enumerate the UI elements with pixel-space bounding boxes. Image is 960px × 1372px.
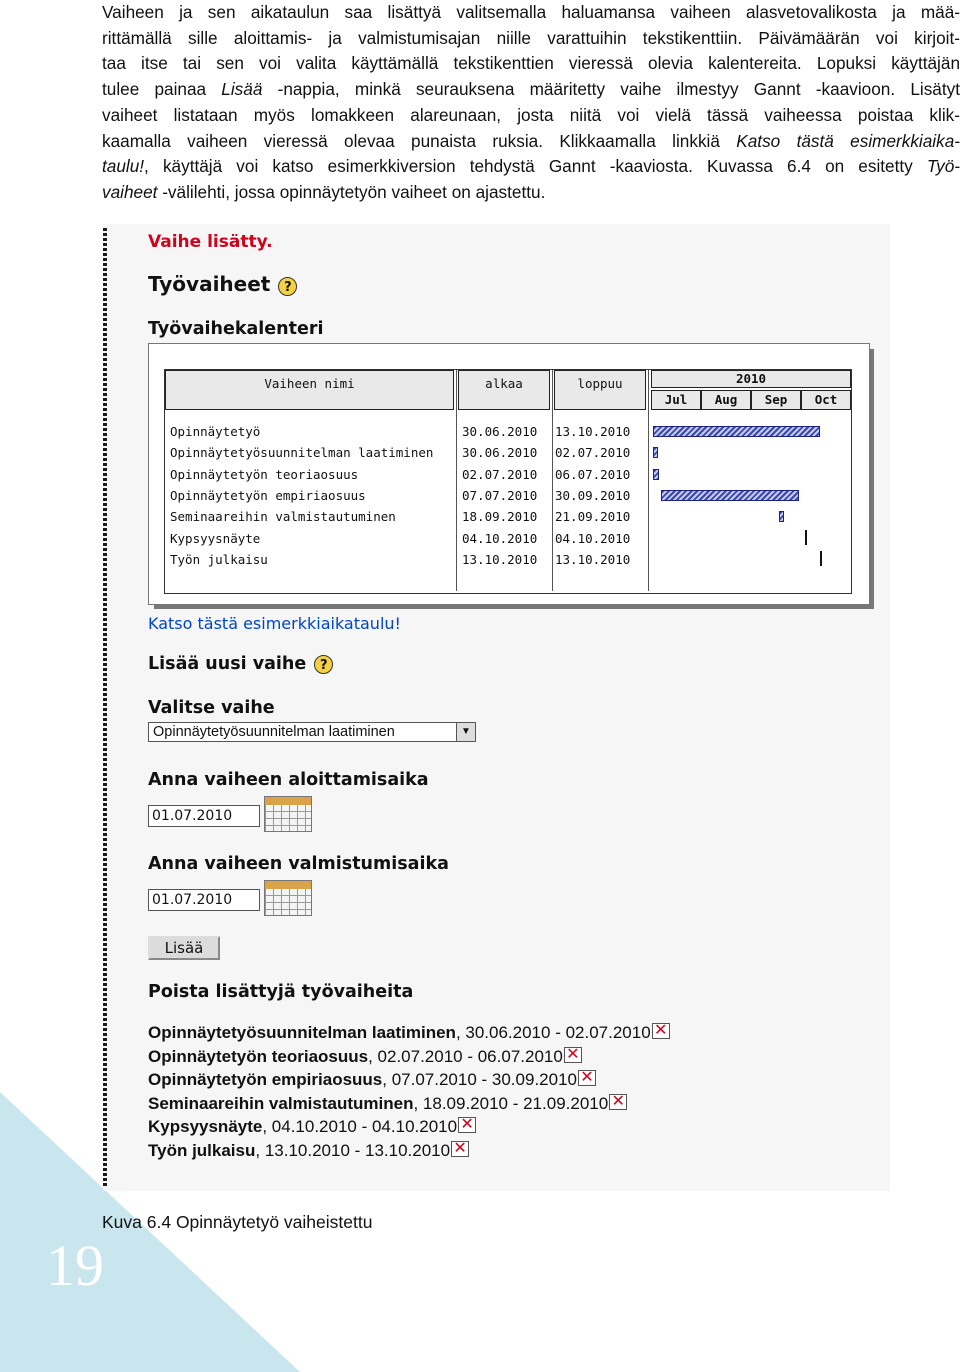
body-text: tulee painaa: [102, 79, 222, 100]
body-text: vaiheet listataan myös lomakkeen alareunaan, josta niitä voi vielä tässä vaiheessa poistaa klik-: [102, 104, 960, 125]
removable-phase-dates: , 30.06.2010 - 02.07.2010: [455, 1023, 651, 1042]
removable-phase-dates: , 02.07.2010 - 06.07.2010: [368, 1046, 563, 1066]
phase-select[interactable]: [148, 722, 476, 742]
app-screenshot: [103, 224, 890, 1191]
remove-phases-heading: Poista lisättyjä työvaiheita: [148, 982, 414, 1002]
emphasis-text: Työ-: [926, 156, 960, 177]
removable-phase-dates: , 13.10.2010 - 13.10.2010: [255, 1140, 451, 1160]
gantt-cell-end: 21.09.2010: [555, 509, 631, 525]
section-heading-add: [148, 654, 333, 674]
gantt-cell-start: 18.09.2010: [462, 509, 538, 525]
month-header: Sep: [751, 390, 801, 410]
gantt-cell-name: Opinnäytetyösuunnitelman laatiminen: [170, 445, 434, 461]
gantt-cell-name: Kypsyysnäyte: [170, 530, 261, 546]
emphasis-text: Katso tästä esimerkkiaika-: [736, 130, 960, 151]
paragraph-line: [102, 103, 960, 129]
gantt-divider: [552, 370, 553, 591]
figure-caption: Kuva 6.4 Opinnäytetyö vaiheistettu: [102, 1212, 373, 1232]
calendar-icon[interactable]: [264, 880, 312, 916]
emphasis-text: vaiheet: [102, 181, 158, 202]
removable-phase-name: Opinnäytetyön empiriaosuus: [148, 1070, 383, 1089]
gantt-cell-name: Opinnäytetyön empiriaosuus: [170, 487, 366, 503]
removable-phase-dates: , 18.09.2010 - 21.09.2010: [413, 1093, 609, 1113]
gantt-cell-start: 04.10.2010: [462, 530, 538, 546]
gantt-cell-start: 07.07.2010: [462, 487, 538, 503]
removable-phase-name: Opinnäytetyön teoriaosuus: [148, 1046, 369, 1066]
gantt-divider: [648, 370, 649, 591]
removable-phase-name: Kypsyysnäyte: [148, 1117, 263, 1136]
month-header: Aug: [701, 390, 751, 410]
emphasis-text: taulu!: [102, 156, 145, 177]
body-paragraph: [102, 0, 960, 206]
gantt-cell-name: Opinnäytetyö: [170, 424, 261, 439]
end-date-label: Anna vaiheen valmistumisaika: [148, 854, 449, 874]
remove-icon[interactable]: ✕: [652, 1023, 670, 1039]
gantt-cell-start: 30.06.2010: [462, 424, 538, 439]
dotted-border: [103, 228, 107, 1188]
gantt-bar: [661, 490, 799, 501]
col-header-name: Vaiheen nimi: [165, 370, 454, 410]
paragraph-line: [102, 129, 960, 155]
remove-icon[interactable]: ✕: [451, 1141, 469, 1157]
paragraph-line: [102, 180, 960, 206]
paragraph-line: [102, 26, 960, 52]
gantt-cell-start: 30.06.2010: [462, 445, 538, 461]
body-text: taa itse tai sen voi valita käyttämällä tekstikenttien vieressä olevia kalentereita. Lopuksi käyttäjän: [102, 53, 960, 74]
example-schedule-link[interactable]: Katso tästä esimerkkiaikataulu!: [148, 614, 401, 633]
gantt-milestone: [805, 530, 807, 545]
status-message: Vaihe lisätty.: [148, 232, 273, 252]
gantt-milestone: [820, 551, 822, 566]
end-date-field[interactable]: 01.07.2010: [148, 889, 260, 911]
start-date-field[interactable]: 01.07.2010: [148, 805, 260, 827]
chevron-down-icon[interactable]: ▼: [456, 723, 475, 741]
gantt-cell-end: 13.10.2010: [555, 424, 631, 439]
select-phase-label: Valitse vaihe: [148, 698, 275, 718]
body-text: kaamalla vaiheen vieressä olevaa punaista ruksia. Klikkaamalla linkkiä: [102, 130, 737, 151]
gantt-bar: [653, 469, 659, 480]
gantt-cell-start: 13.10.2010: [462, 551, 538, 567]
page-title: Työvaiheet: [148, 272, 271, 296]
gantt-cell-end: 30.09.2010: [555, 487, 631, 503]
month-header: Jul: [651, 390, 701, 410]
body-text: -välilehti, jossa opinnäytetyön vaiheet on ajastettu.: [157, 181, 546, 202]
removable-phase-row: [148, 1023, 670, 1043]
emphasis-text: Lisää: [221, 79, 263, 100]
gantt-cell-end: 04.10.2010: [555, 530, 631, 546]
remove-icon[interactable]: ✕: [578, 1070, 596, 1086]
section-heading-tyovaiheet: [148, 272, 297, 296]
body-text: -nappia, minkä seurauksena määritetty vaihe ilmestyy Gannt -kaavioon. Lisätyt: [262, 79, 960, 100]
gantt-cell-end: 06.07.2010: [555, 466, 631, 482]
paragraph-line: [102, 77, 960, 103]
removable-phase-row: [148, 1094, 627, 1114]
gantt-bar: [653, 426, 820, 437]
body-text: , käyttäjä voi katso esimerkkiversion tehdystä Gannt -kaaviosta. Kuvassa 6.4 on esitetty: [144, 156, 927, 177]
gantt-cell-name: Seminaareihin valmistautuminen: [170, 509, 396, 525]
remove-icon[interactable]: ✕: [564, 1047, 582, 1063]
help-icon[interactable]: ?: [278, 277, 297, 296]
body-text: rittämällä sille aloittamis- ja valmistumisajan niille varattuihin tekstikenttiin. Päivämäärän voi kirjoit-: [102, 27, 960, 48]
removable-phase-dates: , 04.10.2010 - 04.10.2010: [262, 1117, 458, 1136]
gantt-chart: [164, 369, 852, 594]
year-header: 2010: [651, 370, 851, 388]
removable-phase-row: [148, 1117, 476, 1137]
gantt-divider: [456, 370, 457, 591]
paragraph-line: [102, 0, 960, 26]
add-button[interactable]: Lisää: [148, 936, 220, 960]
removable-phase-name: Seminaareihin valmistautuminen: [148, 1093, 414, 1113]
col-header-end: loppuu: [554, 370, 646, 410]
remove-icon[interactable]: ✕: [458, 1117, 476, 1133]
calendar-icon[interactable]: [264, 796, 312, 832]
month-header: Oct: [801, 390, 851, 410]
removable-phase-dates: , 07.07.2010 - 30.09.2010: [382, 1070, 577, 1089]
calendar-title: Työvaihekalenteri: [148, 319, 324, 339]
col-header-start: alkaa: [458, 370, 550, 410]
phase-select-value: Opinnäytetyösuunnitelman laatiminen: [153, 724, 395, 740]
add-phase-heading: Lisää uusi vaihe: [148, 654, 307, 674]
gantt-cell-start: 02.07.2010: [462, 466, 538, 482]
removable-phase-name: Työn julkaisu: [148, 1140, 256, 1160]
gantt-bar: [779, 511, 784, 522]
remove-icon[interactable]: ✕: [609, 1094, 627, 1110]
removable-phase-row: [148, 1070, 596, 1090]
gantt-cell-name: Työn julkaisu: [170, 551, 268, 567]
body-text: Vaiheen ja sen aikataulun saa lisättyä valitsemalla haluamansa vaiheen alasvetovalikosta ja mää-: [102, 2, 960, 22]
start-date-label: Anna vaiheen aloittamisaika: [148, 770, 429, 790]
help-icon[interactable]: ?: [314, 655, 333, 674]
gantt-bar: [653, 447, 658, 458]
paragraph-line: [102, 154, 960, 180]
paragraph-line: [102, 51, 960, 77]
removable-phase-row: [148, 1141, 469, 1161]
gantt-cell-end: 13.10.2010: [555, 551, 631, 567]
removable-phase-name: Opinnäytetyösuunnitelman laatiminen: [148, 1023, 456, 1042]
gantt-cell-end: 02.07.2010: [555, 445, 631, 461]
removable-phase-row: [148, 1047, 582, 1067]
page-number: 19: [46, 1233, 104, 1298]
gantt-cell-name: Opinnäytetyön teoriaosuus: [170, 466, 359, 482]
